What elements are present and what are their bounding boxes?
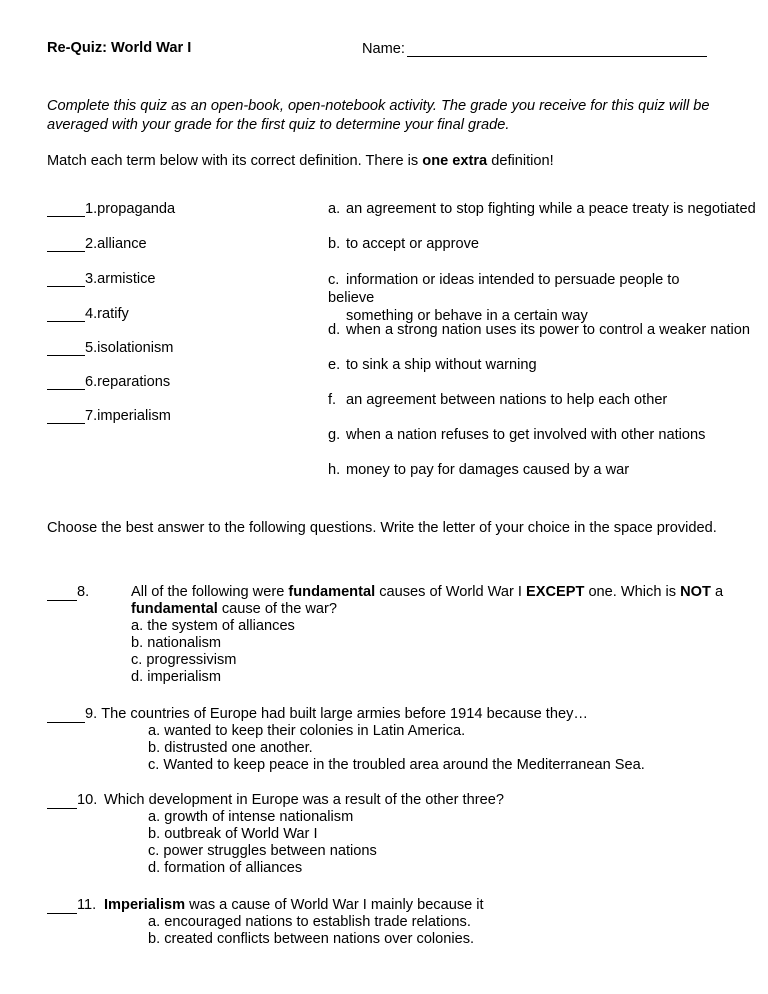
answer-blank[interactable] bbox=[47, 307, 85, 322]
answer-blank[interactable] bbox=[47, 708, 85, 723]
question-11: 11. Imperialism was a cause of World War I mainly because it a. encouraged nations to establish trade relations. b. created conflicts between nations over colonies. bbox=[47, 897, 737, 948]
definition-item: c. information or ideas intended to persuade people to believe something or behave in a certain way bbox=[328, 272, 680, 324]
definition-item: a. an agreement to stop fighting while a peace treaty is negotiated bbox=[328, 201, 756, 217]
answer-blank[interactable] bbox=[47, 237, 85, 252]
answer-blank[interactable] bbox=[47, 409, 85, 424]
answer-blank[interactable] bbox=[47, 586, 77, 601]
definition-item: d. when a strong nation uses its power to control a weaker nation bbox=[328, 322, 750, 338]
term-item: 7.imperialism bbox=[47, 408, 171, 424]
answer-blank[interactable] bbox=[47, 794, 77, 809]
question-9: 9. The countries of Europe had built large armies before 1914 because they… a. wanted to keep their colonies in Latin America. b. distrusted one another. c. Wanted to keep peace in the troubled area around the Mediterranean Sea. bbox=[47, 706, 737, 774]
quiz-title: Re-Quiz: World War I bbox=[47, 40, 192, 56]
intro-instructions: Complete this quiz as an open-book, open-notebook activity. The grade you receive for this quiz will be averaged with your grade for the first quiz to determine your final grade. bbox=[47, 98, 710, 133]
definition-item: h. money to pay for damages caused by a war bbox=[328, 462, 630, 478]
answer-blank[interactable] bbox=[47, 899, 77, 914]
term-item: 1.propaganda bbox=[47, 201, 175, 217]
term-item: 5.isolationism bbox=[47, 340, 173, 356]
question-10: 10. Which development in Europe was a result of the other three? a. growth of intense nationalism b. outbreak of World War I c. power struggles between nations d. formation of alliances bbox=[47, 792, 737, 877]
answer-option: b. outbreak of World War I bbox=[148, 826, 318, 842]
definition-item: f. an agreement between nations to help each other bbox=[328, 392, 668, 408]
definition-item: g. when a nation refuses to get involved with other nations bbox=[328, 427, 706, 443]
name-label: Name: bbox=[362, 41, 405, 57]
answer-option: c. progressivism bbox=[131, 652, 237, 668]
name-field[interactable] bbox=[362, 40, 707, 57]
term-item: 4.ratify bbox=[47, 306, 129, 322]
answer-option: c. Wanted to keep peace in the troubled area around the Mediterranean Sea. bbox=[148, 757, 645, 773]
multiple-choice-instructions: Choose the best answer to the following questions. Write the letter of your choice in the space provided. bbox=[47, 520, 717, 536]
answer-blank[interactable] bbox=[47, 272, 85, 287]
answer-blank[interactable] bbox=[47, 202, 85, 217]
definition-item: b. to accept or approve bbox=[328, 236, 480, 252]
answer-option: b. distrusted one another. bbox=[148, 740, 313, 756]
question-8: 8. All of the following were fundamental causes of World War I EXCEPT one. Which is NOT a fundamental cause of the war? a. the system of alliances b. nationalism c. progressivism d. imperialism bbox=[47, 584, 737, 686]
answer-option: a. the system of alliances bbox=[131, 618, 295, 634]
answer-option: d. imperialism bbox=[131, 669, 222, 685]
term-item: 3.armistice bbox=[47, 271, 156, 287]
definition-item: e. to sink a ship without warning bbox=[328, 357, 537, 373]
answer-option: d. formation of alliances bbox=[148, 860, 303, 876]
answer-option: a. encouraged nations to establish trade relations. bbox=[148, 914, 471, 930]
question-text: Which development in Europe was a result of the other three? bbox=[104, 792, 504, 808]
question-text: Imperialism was a cause of World War I mainly because it bbox=[104, 897, 484, 913]
answer-blank[interactable] bbox=[47, 375, 85, 390]
answer-option: b. created conflicts between nations over colonies. bbox=[148, 931, 475, 947]
question-text: All of the following were fundamental causes of World War I EXCEPT one. Which is NOT a fundamental cause of the war? bbox=[131, 584, 724, 617]
question-text: The countries of Europe had built large armies before 1914 because they… bbox=[101, 706, 588, 722]
answer-option: a. wanted to keep their colonies in Latin America. bbox=[148, 723, 466, 739]
matching-instructions: Match each term below with its correct definition. There is one extra definition! bbox=[47, 153, 554, 169]
answer-option: c. power struggles between nations bbox=[148, 843, 377, 859]
answer-blank[interactable] bbox=[47, 341, 85, 356]
term-item: 2.alliance bbox=[47, 236, 147, 252]
name-blank-line[interactable] bbox=[407, 40, 707, 57]
answer-option: a. growth of intense nationalism bbox=[148, 809, 354, 825]
answer-option: b. nationalism bbox=[131, 635, 222, 651]
term-item: 6.reparations bbox=[47, 374, 170, 390]
